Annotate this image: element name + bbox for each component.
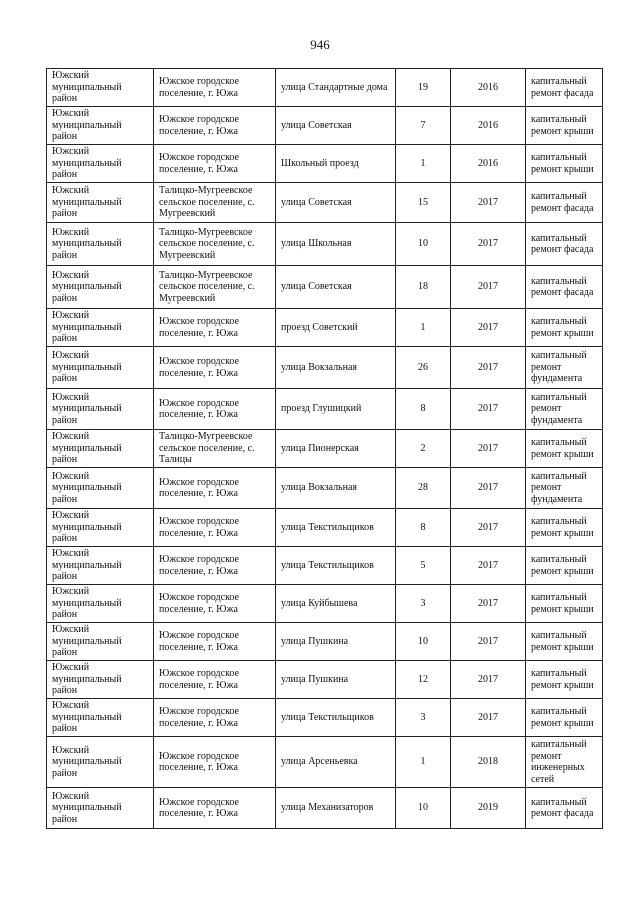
repair-register-table — [46, 68, 603, 829]
year-cell: 2017 — [451, 309, 526, 347]
house-number-cell: 3 — [396, 585, 451, 623]
work-type-cell: капитальный ремонт инженерных сетей — [526, 737, 603, 788]
house-number-cell: 12 — [396, 661, 451, 699]
district-cell: Южский муниципальный район — [47, 266, 154, 309]
year-cell: 2019 — [451, 788, 526, 829]
street-cell: улица Текстильщиков — [276, 699, 396, 737]
year-cell: 2017 — [451, 430, 526, 468]
year-cell: 2017 — [451, 699, 526, 737]
year-cell: 2017 — [451, 547, 526, 585]
year-cell: 2017 — [451, 661, 526, 699]
house-number-cell: 1 — [396, 309, 451, 347]
table-row — [47, 223, 603, 266]
district-cell: Южский муниципальный район — [47, 737, 154, 788]
house-number-cell: 26 — [396, 347, 451, 389]
table-row — [47, 347, 603, 389]
year-cell: 2016 — [451, 69, 526, 107]
house-number-cell: 8 — [396, 389, 451, 430]
district-cell: Южский муниципальный район — [47, 699, 154, 737]
table-row — [47, 468, 603, 509]
house-number-cell: 1 — [396, 145, 451, 183]
district-cell: Южский муниципальный район — [47, 389, 154, 430]
district-cell: Южский муниципальный район — [47, 107, 154, 145]
year-cell: 2017 — [451, 509, 526, 547]
street-cell: проезд Глушицкий — [276, 389, 396, 430]
house-number-cell: 28 — [396, 468, 451, 509]
work-type-cell: капитальный ремонт фундамента — [526, 389, 603, 430]
settlement-cell: Южское городское поселение, г. Южа — [154, 699, 276, 737]
district-cell: Южский муниципальный район — [47, 788, 154, 829]
house-number-cell: 10 — [396, 623, 451, 661]
settlement-cell: Талицко-Мугреевское сельское поселение, с. Мугреевский — [154, 223, 276, 266]
work-type-cell: капитальный ремонт фасада — [526, 266, 603, 309]
table-row — [47, 788, 603, 829]
settlement-cell: Южское городское поселение, г. Южа — [154, 547, 276, 585]
house-number-cell: 8 — [396, 509, 451, 547]
work-type-cell: капитальный ремонт фасада — [526, 183, 603, 223]
work-type-cell: капитальный ремонт крыши — [526, 509, 603, 547]
settlement-cell: Южское городское поселение, г. Южа — [154, 309, 276, 347]
house-number-cell: 7 — [396, 107, 451, 145]
house-number-cell: 3 — [396, 699, 451, 737]
street-cell: улица Пушкина — [276, 661, 396, 699]
district-cell: Южский муниципальный район — [47, 309, 154, 347]
district-cell: Южский муниципальный район — [47, 661, 154, 699]
settlement-cell: Талицко-Мугреевское сельское поселение, с. Мугреевский — [154, 183, 276, 223]
work-type-cell: капитальный ремонт крыши — [526, 623, 603, 661]
year-cell: 2017 — [451, 585, 526, 623]
house-number-cell: 15 — [396, 183, 451, 223]
settlement-cell: Талицко-Мугреевское сельское поселение, с. Талицы — [154, 430, 276, 468]
page-number: 946 — [310, 37, 330, 52]
table-row — [47, 661, 603, 699]
district-cell: Южский муниципальный район — [47, 509, 154, 547]
street-cell: улица Механизаторов — [276, 788, 396, 829]
table-row — [47, 183, 603, 223]
street-cell: улица Вокзальная — [276, 468, 396, 509]
district-cell: Южский муниципальный район — [47, 347, 154, 389]
settlement-cell: Южское городское поселение, г. Южа — [154, 661, 276, 699]
settlement-cell: Южское городское поселение, г. Южа — [154, 623, 276, 661]
settlement-cell: Южское городское поселение, г. Южа — [154, 145, 276, 183]
year-cell: 2017 — [451, 183, 526, 223]
work-type-cell: капитальный ремонт крыши — [526, 699, 603, 737]
year-cell: 2017 — [451, 623, 526, 661]
house-number-cell: 1 — [396, 737, 451, 788]
work-type-cell: капитальный ремонт фасада — [526, 69, 603, 107]
table-row — [47, 547, 603, 585]
work-type-cell: капитальный ремонт крыши — [526, 585, 603, 623]
table-row — [47, 430, 603, 468]
settlement-cell: Южское городское поселение, г. Южа — [154, 737, 276, 788]
work-type-cell: капитальный ремонт крыши — [526, 430, 603, 468]
street-cell: улица Куйбышева — [276, 585, 396, 623]
year-cell: 2017 — [451, 347, 526, 389]
street-cell: улица Вокзальная — [276, 347, 396, 389]
house-number-cell: 2 — [396, 430, 451, 468]
settlement-cell: Талицко-Мугреевское сельское поселение, с. Мугреевский — [154, 266, 276, 309]
work-type-cell: капитальный ремонт фасада — [526, 223, 603, 266]
year-cell: 2018 — [451, 737, 526, 788]
settlement-cell: Южское городское поселение, г. Южа — [154, 468, 276, 509]
district-cell: Южский муниципальный район — [47, 223, 154, 266]
year-cell: 2017 — [451, 389, 526, 430]
table-row — [47, 389, 603, 430]
street-cell: улица Стандартные дома — [276, 69, 396, 107]
house-number-cell: 5 — [396, 547, 451, 585]
table-row — [47, 145, 603, 183]
table-row — [47, 623, 603, 661]
house-number-cell: 18 — [396, 266, 451, 309]
year-cell: 2016 — [451, 107, 526, 145]
district-cell: Южский муниципальный район — [47, 183, 154, 223]
year-cell: 2016 — [451, 145, 526, 183]
work-type-cell: капитальный ремонт фасада — [526, 788, 603, 829]
work-type-cell: капитальный ремонт крыши — [526, 547, 603, 585]
settlement-cell: Южское городское поселение, г. Южа — [154, 585, 276, 623]
table-row — [47, 585, 603, 623]
work-type-cell: капитальный ремонт крыши — [526, 309, 603, 347]
settlement-cell: Южское городское поселение, г. Южа — [154, 347, 276, 389]
street-cell: улица Советская — [276, 266, 396, 309]
district-cell: Южский муниципальный район — [47, 69, 154, 107]
settlement-cell: Южское городское поселение, г. Южа — [154, 788, 276, 829]
year-cell: 2017 — [451, 468, 526, 509]
district-cell: Южский муниципальный район — [47, 145, 154, 183]
district-cell: Южский муниципальный район — [47, 623, 154, 661]
table-row — [47, 699, 603, 737]
table-row — [47, 309, 603, 347]
street-cell: улица Советская — [276, 183, 396, 223]
settlement-cell: Южское городское поселение, г. Южа — [154, 107, 276, 145]
street-cell: улица Пионерская — [276, 430, 396, 468]
work-type-cell: капитальный ремонт крыши — [526, 145, 603, 183]
table-row — [47, 69, 603, 107]
settlement-cell: Южское городское поселение, г. Южа — [154, 69, 276, 107]
street-cell: улица Текстильщиков — [276, 547, 396, 585]
table-row — [47, 509, 603, 547]
house-number-cell: 10 — [396, 788, 451, 829]
district-cell: Южский муниципальный район — [47, 547, 154, 585]
work-type-cell: капитальный ремонт фундамента — [526, 468, 603, 509]
house-number-cell: 10 — [396, 223, 451, 266]
street-cell: улица Школьная — [276, 223, 396, 266]
work-type-cell: капитальный ремонт крыши — [526, 107, 603, 145]
district-cell: Южский муниципальный район — [47, 430, 154, 468]
street-cell: Школьный проезд — [276, 145, 396, 183]
street-cell: улица Арсеньевка — [276, 737, 396, 788]
house-number-cell: 19 — [396, 69, 451, 107]
district-cell: Южский муниципальный район — [47, 585, 154, 623]
table-row — [47, 266, 603, 309]
street-cell: улица Пушкина — [276, 623, 396, 661]
year-cell: 2017 — [451, 223, 526, 266]
table-row — [47, 107, 603, 145]
district-cell: Южский муниципальный район — [47, 468, 154, 509]
street-cell: улица Текстильщиков — [276, 509, 396, 547]
settlement-cell: Южское городское поселение, г. Южа — [154, 389, 276, 430]
work-type-cell: капитальный ремонт фундамента — [526, 347, 603, 389]
register-body — [47, 69, 603, 829]
table-row — [47, 737, 603, 788]
work-type-cell: капитальный ремонт крыши — [526, 661, 603, 699]
year-cell: 2017 — [451, 266, 526, 309]
street-cell: проезд Советский — [276, 309, 396, 347]
settlement-cell: Южское городское поселение, г. Южа — [154, 509, 276, 547]
street-cell: улица Советская — [276, 107, 396, 145]
